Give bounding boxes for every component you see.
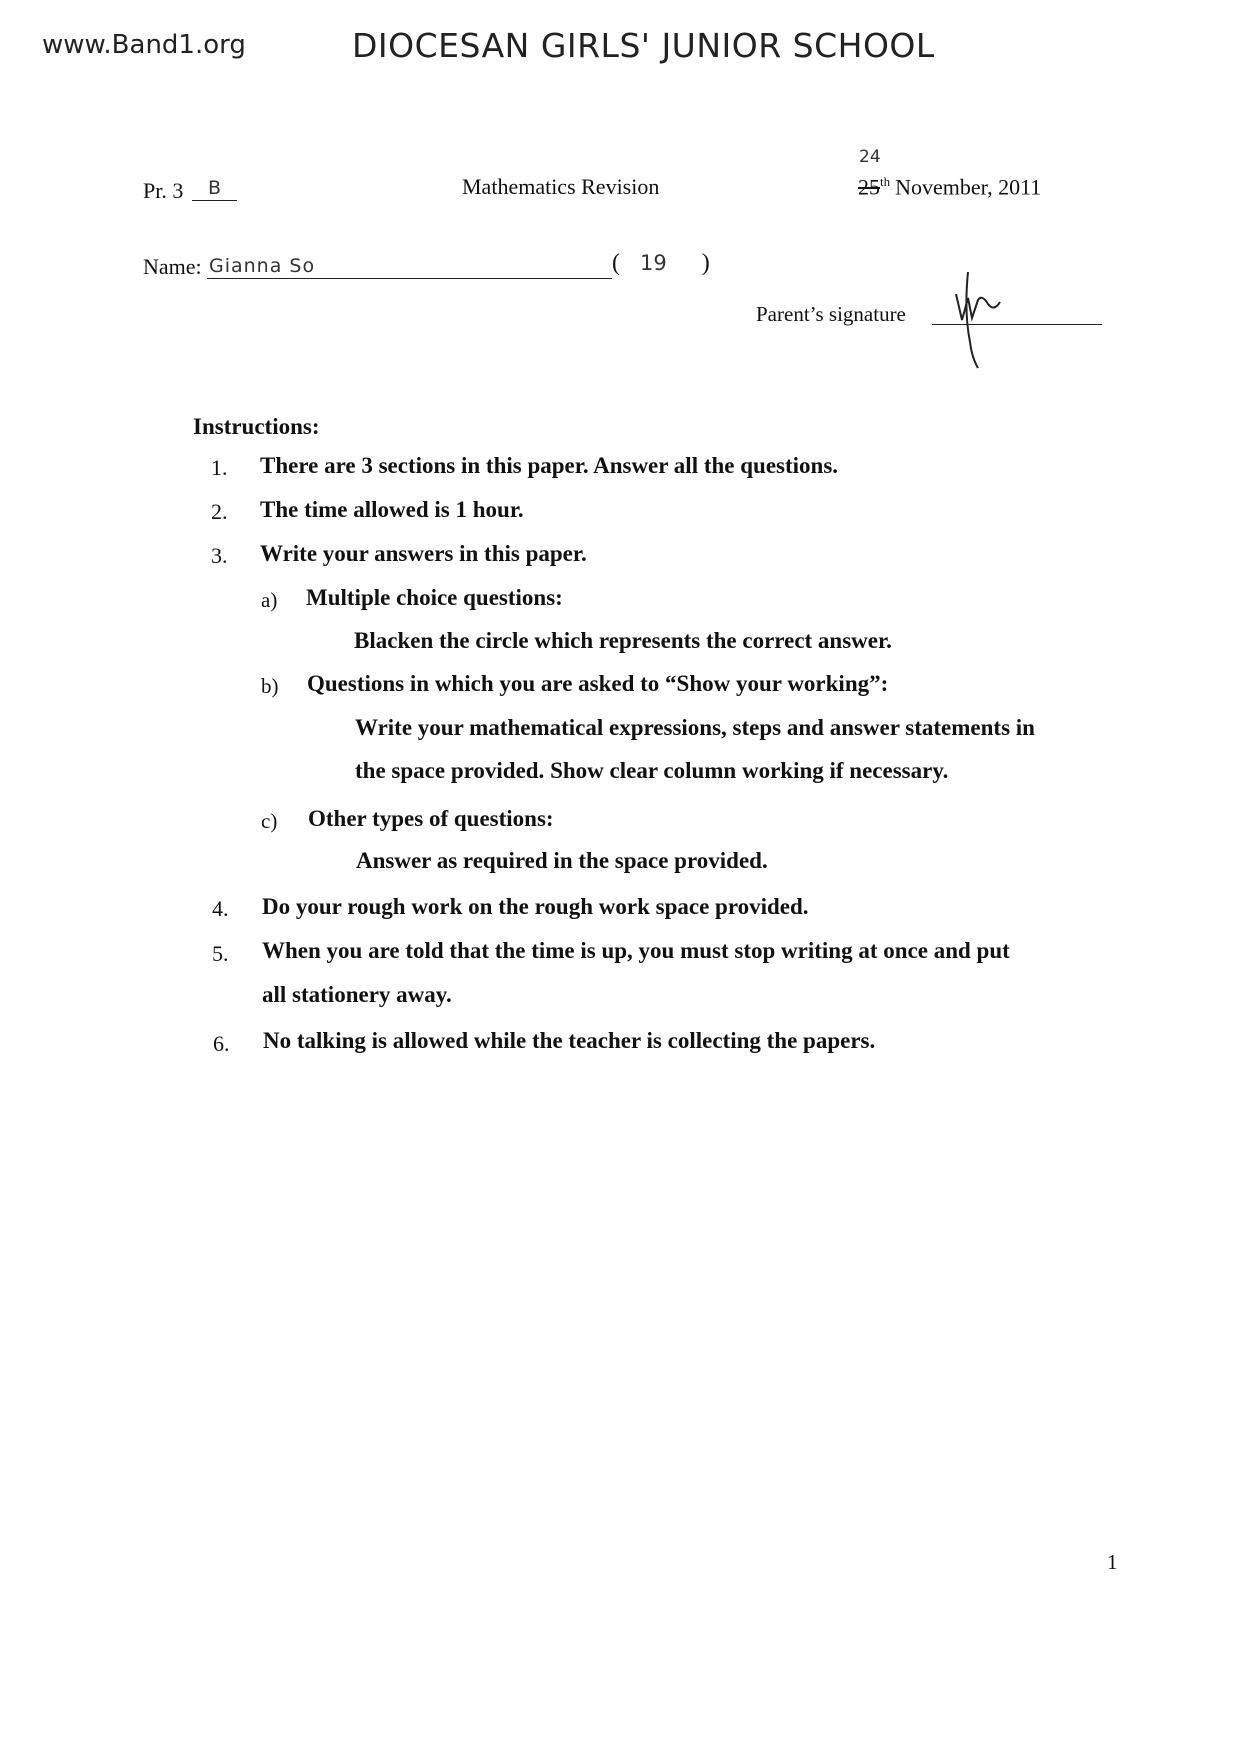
parent-signature-mark [948,272,1018,372]
instruction-5-text: When you are told that the time is up, you must stop writing at once and put [262,938,1010,963]
instruction-number: 4. [212,896,229,921]
instruction-3a-detail: Blacken the circle which represents the correct answer. [354,628,892,653]
instruction-number: 1. [211,455,228,480]
instruction-6 [213,1031,230,1057]
exam-date [858,174,1041,200]
instruction-2-text: The time allowed is 1 hour. [260,497,524,522]
instruction-4 [212,896,229,922]
instruction-3c [261,808,277,834]
subject-title: Mathematics Revision [462,174,660,199]
instruction-3c-text: Other types of questions: [308,806,554,831]
instruction-subletter: b) [261,674,279,698]
instruction-5-continued: all stationery away. [262,982,452,1007]
instruction-3c-detail: Answer as required in the space provided. [356,848,768,873]
name-value-handwritten: Gianna So [209,255,316,277]
site-watermark: www.Band1.org [42,30,246,60]
instruction-subletter: a) [261,588,278,612]
class-number-field [612,250,710,277]
class-value-handwritten: B [192,176,237,201]
instruction-number: 5. [212,941,229,966]
instruction-3-text: Write your answers in this paper. [260,541,587,566]
instruction-number: 2. [211,499,228,524]
instruction-5 [212,941,229,967]
class-number-handwritten: 19 [640,251,667,275]
instruction-3a-text: Multiple choice questions: [306,585,563,610]
instruction-1-text: There are 3 sections in this paper. Answer all the questions. [260,453,839,478]
instruction-3b-text: Questions in which you are asked to “Show your working”: [307,671,889,696]
instruction-3a [261,587,277,613]
school-name: DIOCESAN GIRLS' JUNIOR SCHOOL [352,26,935,65]
instruction-3b [261,673,279,699]
instruction-4-text: Do your rough work on the rough work space provided. [262,894,809,919]
date-correction-handwritten: 24 [859,147,881,167]
class-number-open: ( [612,250,620,276]
instruction-subletter: c) [261,809,278,833]
instruction-1 [211,455,228,481]
name-field [207,252,612,279]
instruction-2 [211,499,228,525]
instruction-3 [211,543,228,569]
instruction-3b-detail-2: the space provided. Show clear column working if necessary. [355,758,949,783]
class-number-close: ) [701,250,710,276]
signature-label: Parent’s signature [756,302,906,326]
name-label: Name: [143,254,202,279]
instruction-3b-detail-1: Write your mathematical expressions, steps and answer statements in [355,715,1035,740]
page-number: 1 [1107,1550,1118,1574]
date-suffix: th [880,174,891,189]
date-month-year: November, 2011 [895,174,1042,200]
instruction-number: 3. [211,543,228,568]
instruction-number: 6. [213,1031,230,1056]
instructions-title: Instructions: [193,414,320,439]
date-day-struck: 25 [858,174,880,200]
class-label: Pr. 3 [143,178,184,203]
instruction-6-text: No talking is allowed while the teacher is collecting the papers. [263,1028,876,1053]
